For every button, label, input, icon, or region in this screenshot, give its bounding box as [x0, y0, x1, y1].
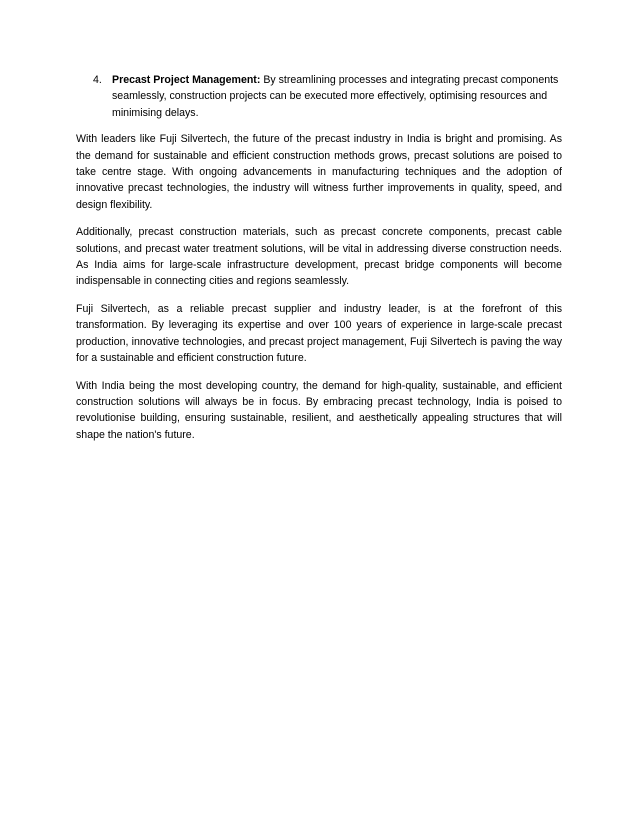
list-item-number: 4.: [93, 74, 102, 86]
paragraph-india-demand: With India being the most developing country, the demand for high-quality, sustainable, and efficient construction solutions will always be in focus. By embracing precast technology, India is poised to revolutionise building, ensuring sustainable, resilient, and aesthetically appealing structures that will shape the nation's future.: [76, 379, 562, 441]
list-item-title: Precast Project Management:: [112, 74, 261, 86]
paragraph-precast-materials: Additionally, precast construction materials, such as precast concrete components, precast cable solutions, and precast water treatment solutions, will be vital in addressing diverse construction needs. As India aims for large-scale infrastructure development, precast bridge components will become indispensable in connecting cities and regions seamlessly.: [76, 226, 562, 288]
paragraph-fuji-silvertech-leader: Fuji Silvertech, as a reliable precast supplier and industry leader, is at the forefront of this transformation. By leveraging its expertise and over 100 years of experience in large-scale precast production, innovative technologies, and precast project management, Fuji Silvertech is paving the way for a sustainable and efficient construction future.: [76, 302, 562, 365]
list-item-text: By streamlining processes and integrating precast components seamlessly, construction projects can be executed more effectively, optimising resources and minimising delays.: [112, 74, 559, 119]
paragraph-future-of-precast: With leaders like Fuji Silvertech, the future of the precast industry in India is bright and promising. As the demand for sustainable and efficient construction methods grows, precast solutions are poised to take centre stage. With ongoing advancements in manufacturing techniques and the adoption of innovative precast technologies, the industry will witness further improvements in quality, speed, and design flexibility.: [76, 133, 562, 211]
list-item-precast-project-management: [76, 72, 562, 121]
document-body: [76, 72, 562, 454]
